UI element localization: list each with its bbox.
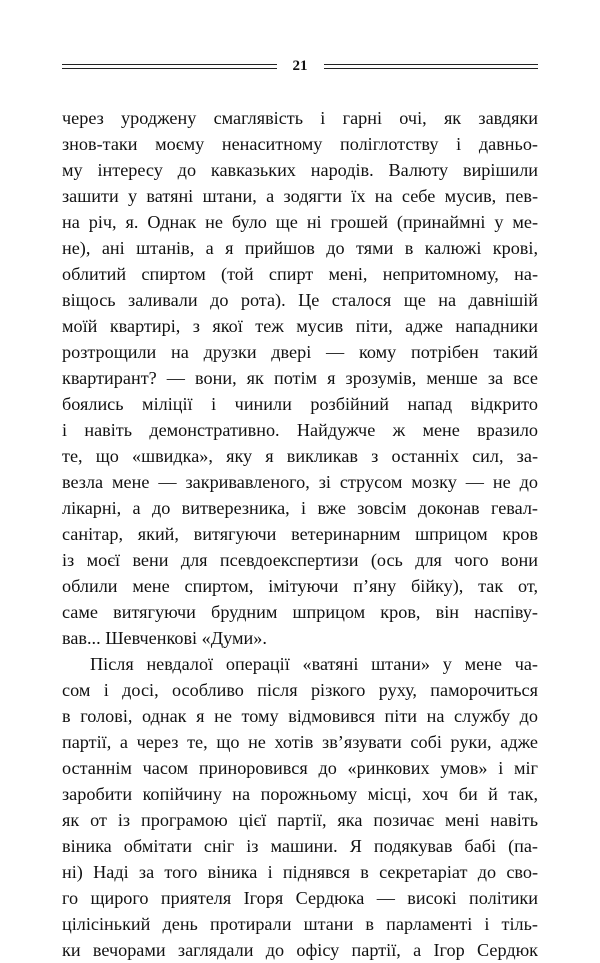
text-line: ки вечорами заглядали до офісу партії, а Ігор Сердюк (62, 940, 538, 960)
text-line: саме витягуючи брудним шприцом кров, він наспіву- (62, 602, 538, 622)
text-line: в голові, однак я не тому відмовився піти на службу до (62, 706, 538, 726)
text-line: розтрощили на друзки двері — кому потрібен такий (62, 342, 538, 362)
text-line: боялись міліції і чинили розбійний напад відкрито (62, 394, 538, 414)
text-line: як от із програмою цієї партії, яка позичає мені навіть (62, 810, 538, 830)
text-line: заробити копійчину на порожньому місці, хоч би й так, (62, 784, 538, 804)
text-line: партії, а через те, що не хотів зв’язувати собі руки, адже (62, 732, 538, 752)
text-line: санітар, який, витягуючи ветеринарним шприцом кров (62, 524, 538, 544)
text-line: квартирант? — вони, як потім я зрозумів, менше за все (62, 368, 538, 388)
text-line: віщось заливали до рота). Це сталося ще на давнішій (62, 290, 538, 310)
text-line: облитий спиртом (той спирт мені, непритомному, на- (62, 264, 538, 284)
text-line: цілісінький день протирали штани в парламенті і тіль- (62, 914, 538, 934)
paragraph (62, 651, 538, 963)
text-line: лікарні, а до витверезника, і вже зовсім доконав гевал- (62, 498, 538, 518)
text-line: віника обмітати сніг із машини. Я подякував бабі (па- (62, 836, 538, 856)
text-line: зашити у ватяні штани, а зодягти їх на себе мусив, пев- (62, 186, 538, 206)
header-rule-left (62, 64, 277, 69)
body-text (62, 105, 538, 963)
text-line: останнім часом приноровився до «ринкових умов» і міг (62, 758, 538, 778)
running-header (62, 56, 538, 76)
text-line: ні) Наді за того віника і піднявся в секретаріат до сво- (62, 862, 538, 882)
text-line: і навіть демонстративно. Найдужче ж мене вразило (62, 420, 538, 440)
text-line: моїй квартирі, з якої теж мусив піти, адже нападники (62, 316, 538, 336)
text-line: го щирого приятеля Ігоря Сердюка — високі політики (62, 888, 538, 908)
paragraph (62, 105, 538, 651)
text-line: знов-таки моєму ненаситному поліглотству і давньо- (62, 134, 538, 154)
text-line: Після невдалої операції «ватяні штани» у мене ча- (90, 654, 538, 674)
text-line: вав... Шевченкові «Думи». (62, 628, 267, 648)
text-line: му інтересу до кавказьких народів. Валюту вирішили (62, 160, 538, 180)
text-line: із моєї вени для псевдоекспертизи (ось для чого вони (62, 550, 538, 570)
text-line: через уроджену смаглявість і гарні очі, як завдяки (62, 108, 538, 128)
text-line: облили мене спиртом, імітуючи п’яну бійку), так от, (62, 576, 538, 596)
text-line: сом і досі, особливо після різкого руху, паморочиться (62, 680, 538, 700)
text-line: на річ, я. Однак не було ще ні грошей (принаймні у ме- (62, 212, 538, 232)
header-rule-right (324, 64, 539, 69)
text-line: везла мене — закривавленого, зі струсом мозку — не до (62, 472, 538, 492)
text-line: те, що «швидка», яку я викликав з останніх сил, за- (62, 446, 538, 466)
page-number: 21 (292, 58, 308, 74)
text-line: не), ані штанів, а я прийшов до тями в калюжі крові, (62, 238, 538, 258)
